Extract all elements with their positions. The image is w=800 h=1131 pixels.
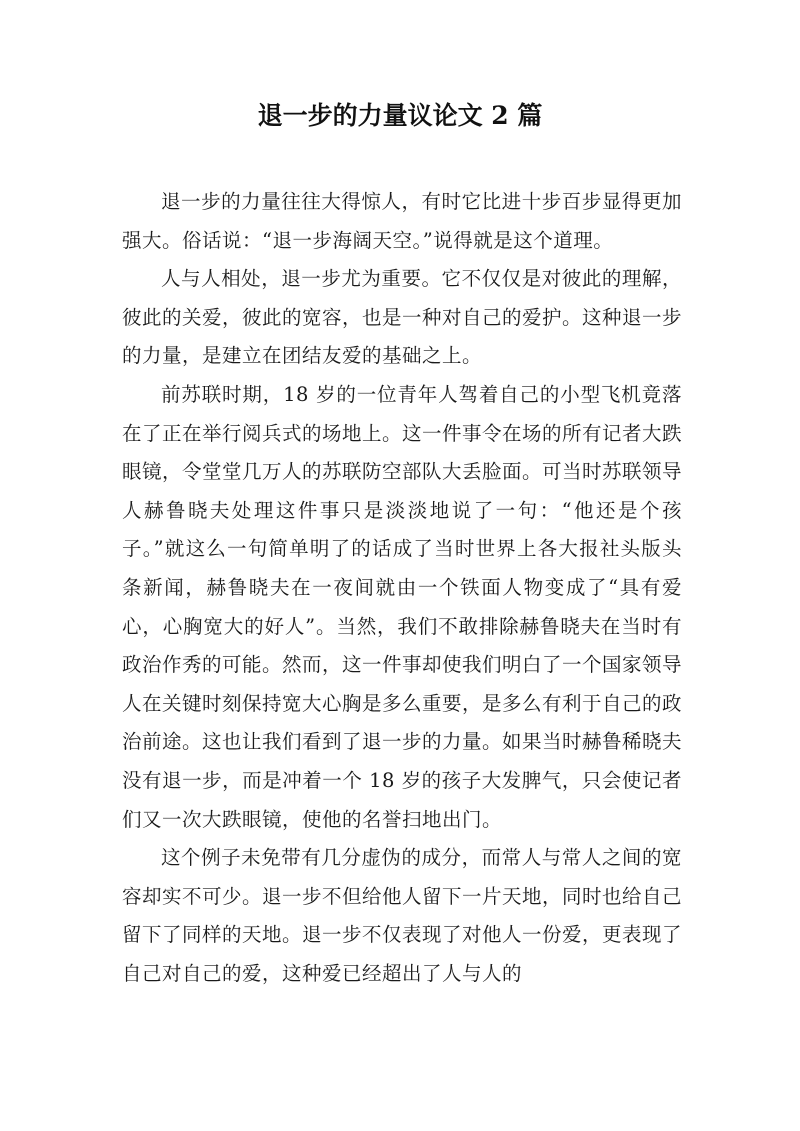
paragraph: 这个例子未免带有几分虚伪的成分，而常人与常人之间的宽容却实不可少。退一步不但给他人留下一片天地，同时也给自己留下了同样的天地。退一步不仅表现了对他人一份爱，更表现了自己对自己的爱，这种爱已经超出了人与人的 (122, 846, 683, 985)
document-body (122, 183, 682, 993)
paragraph: 退一步的力量往往大得惊人，有时它比进十步百步显得更加强大。俗话说：“退一步海阔天空。”说得就是这个道理。 (122, 190, 682, 252)
page-title: 退一步的力量议论文 2 篇 (257, 101, 543, 130)
paragraph: 前苏联时期，18 岁的一位青年人驾着自己的小型飞机竟落在了正在举行阅兵式的场地上。这一件事令在场的所有记者大跌眼镜，令堂堂几万人的苏联防空部队大丢脸面。可当时苏联领导人赫鲁晓夫处理这件事只是淡淡地说了一句：“他还是个孩子。”就这么一句简单明了的话成了当时世界上各大报社头版头条新闻，赫鲁晓夫在一夜间就由一个铁面人物变成了“具有爱心，心胸宽大的好人”。当然，我们不敢排除赫鲁晓夫在当时有政治作秀的可能。然而，这一件事却使我们明白了一个国家领导人在关键时刻保持宽大心胸是多么重要，是多么有利于自己的政治前途。这也让我们看到了退一步的力量。如果当时赫鲁稀晓夫没有退一步，而是冲着一个 18 岁的孩子大发脾气，只会使记者们又一次大跌眼镜，使他的名誉扫地出门。 (122, 382, 683, 831)
paragraph: 人与人相处，退一步尤为重要。它不仅仅是对彼此的理解，彼此的关爱，彼此的宽容，也是一种对自己的爱护。这种退一步的力量，是建立在团结友爱的基础之上。 (122, 267, 683, 368)
